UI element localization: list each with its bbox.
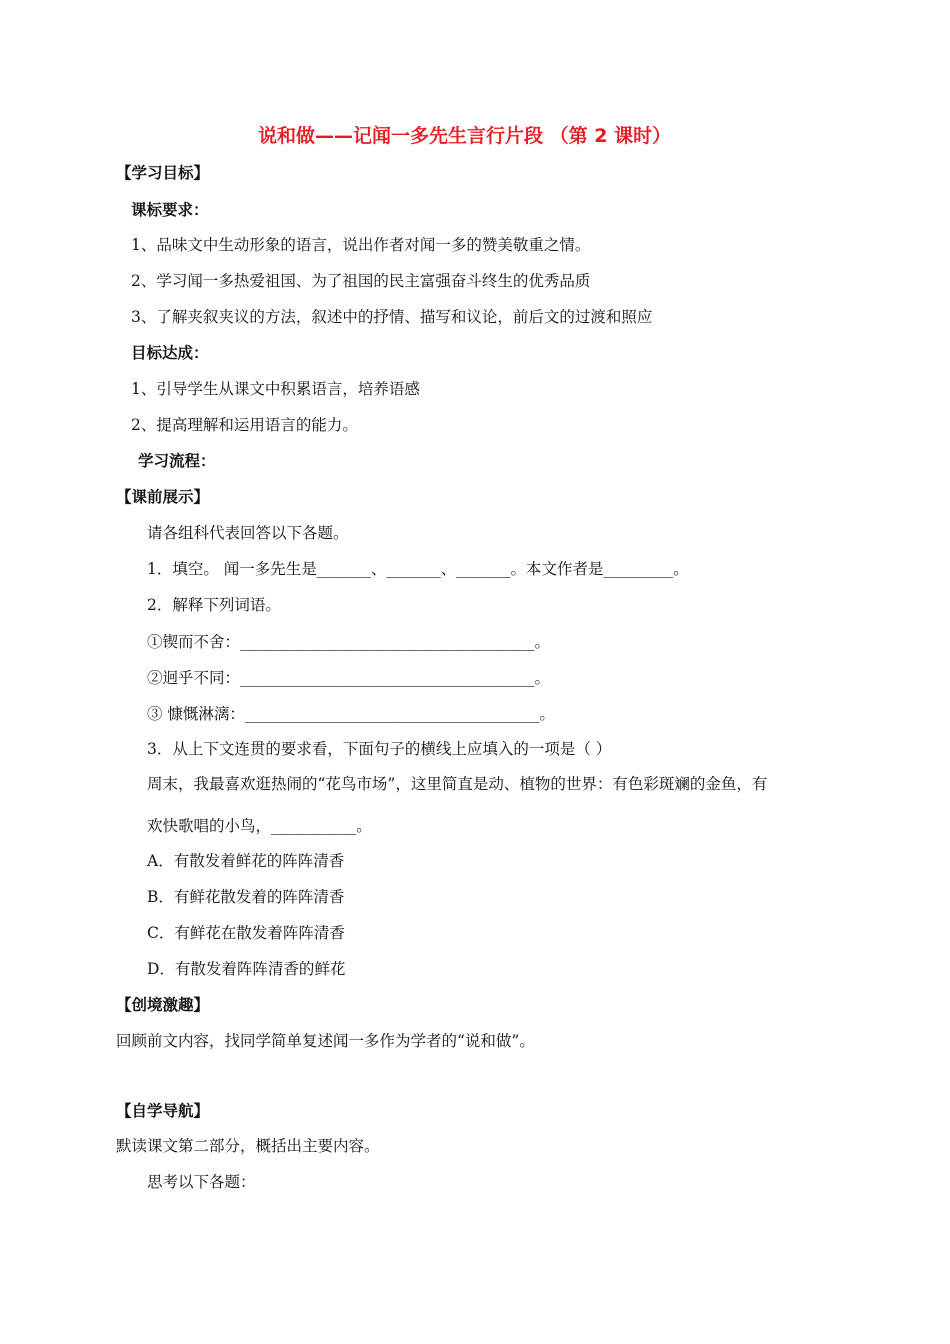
- motivate-text: 回顾前文内容，找同学简单复述闻一多作为学者的“说和做”。: [116, 1032, 535, 1050]
- option-a: A．有散发着鲜花的阵阵清香: [147, 852, 345, 870]
- preclass-intro: 请各组科代表回答以下各题。: [147, 524, 349, 542]
- preclass-heading: 【课前展示】: [116, 488, 210, 506]
- standard-label: 课标要求：: [131, 201, 209, 219]
- question-fill-blank: 1．填空。 闻一多先生是_______、_______、_______。本文作者是_________。: [147, 560, 689, 578]
- question-coherence: 3．从上下文连贯的要求看，下面句子的横线上应填入的一项是（ ）: [147, 740, 612, 758]
- term-item: ②迥乎不同：______________________________________。: [147, 669, 551, 687]
- page-title: 说和做——记闻一多先生言行片段 （第 2 课时）: [258, 125, 672, 147]
- selfstudy-text: 默读课文第二部分，概括出主要内容。: [116, 1137, 380, 1155]
- passage-line: 欢快歌唱的小鸟，___________。: [147, 817, 372, 835]
- term-item: ①锲而不舍：______________________________________。: [147, 633, 551, 651]
- achieve-item: 2、提高理解和运用语言的能力。: [131, 416, 358, 434]
- achieve-item: 1、引导学生从课文中积累语言，培养语感: [131, 380, 420, 398]
- goals-heading: 【学习目标】: [116, 164, 210, 182]
- process-label: 学习流程：: [138, 452, 216, 470]
- option-c: C．有鲜花在散发着阵阵清香: [147, 924, 345, 942]
- option-b: B．有鲜花散发着的阵阵清香: [147, 888, 345, 906]
- term-item: ③ 慷慨淋漓：______________________________________。: [147, 705, 555, 723]
- option-d: D．有散发着阵阵清香的鲜花: [147, 960, 346, 978]
- motivate-heading: 【创境激趣】: [116, 996, 210, 1014]
- selfstudy-heading: 【自学导航】: [116, 1102, 210, 1120]
- achieve-label: 目标达成：: [131, 344, 209, 362]
- standard-item: 1、品味文中生动形象的语言，说出作者对闻一多的赞美敬重之情。: [131, 236, 591, 254]
- think-prompt: 思考以下各题：: [147, 1173, 256, 1191]
- question-explain-terms: 2．解释下列词语。: [147, 596, 281, 614]
- standard-item: 3、了解夹叙夹议的方法，叙述中的抒情、描写和议论，前后文的过渡和照应: [131, 308, 653, 326]
- standard-item: 2、学习闻一多热爱祖国、为了祖国的民主富强奋斗终生的优秀品质: [131, 272, 591, 290]
- passage-line: 周末，我最喜欢逛热闹的“花鸟市场”，这里简直是动、植物的世界：有色彩斑斓的金鱼，有: [147, 775, 768, 793]
